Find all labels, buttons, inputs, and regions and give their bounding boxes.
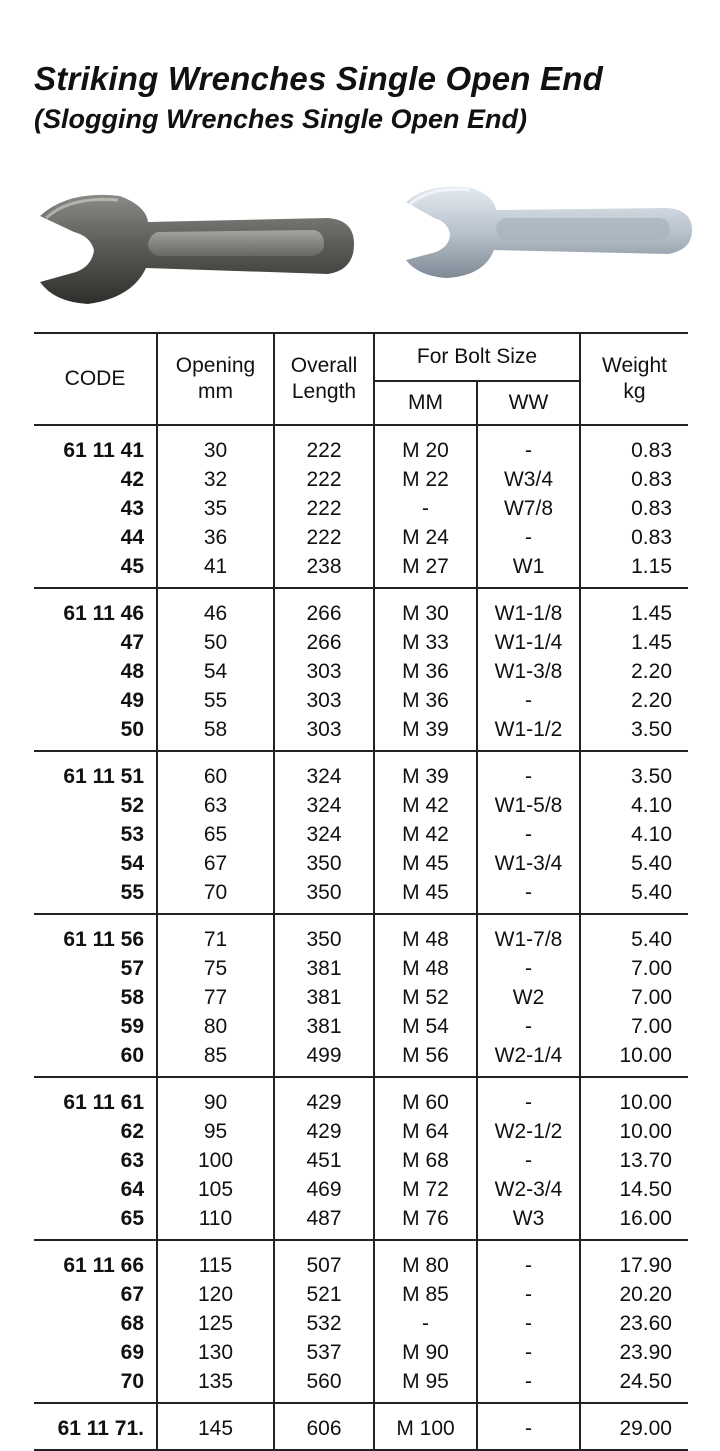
table-row <box>34 1117 688 1146</box>
length-cell: 381 <box>274 954 374 983</box>
weight-cell: 3.50 <box>631 718 672 741</box>
code-cell: 58 <box>34 983 157 1012</box>
weight-cell: 7.00 <box>631 986 672 1009</box>
opening-cell: 54 <box>157 657 274 686</box>
weight-cell: 4.10 <box>631 823 672 846</box>
table-row <box>34 954 688 983</box>
row-group <box>34 588 688 751</box>
bolt-ww-cell: W1-1/2 <box>477 715 580 751</box>
opening-cell: 50 <box>157 628 274 657</box>
bolt-mm-cell: M 68 <box>374 1146 477 1175</box>
weight-cell: 1.15 <box>631 555 672 578</box>
bolt-ww-cell: - <box>477 1403 580 1450</box>
code-cell: 50 <box>34 715 157 751</box>
bolt-ww-cell: - <box>477 751 580 791</box>
opening-cell: 95 <box>157 1117 274 1146</box>
code-cell: 60 <box>34 1041 157 1077</box>
table-row <box>34 686 688 715</box>
table-row <box>34 1280 688 1309</box>
length-cell: 324 <box>274 751 374 791</box>
bolt-mm-cell: M 39 <box>374 715 477 751</box>
opening-cell: 70 <box>157 878 274 914</box>
bolt-ww-cell: W1-7/8 <box>477 914 580 954</box>
row-group <box>34 1077 688 1240</box>
length-cell: 350 <box>274 849 374 878</box>
weight-cell: 29.00 <box>619 1417 672 1440</box>
code-cell: 49 <box>34 686 157 715</box>
table-row <box>34 849 688 878</box>
length-cell: 303 <box>274 686 374 715</box>
code-cell: 70 <box>34 1367 157 1403</box>
table-row <box>34 1175 688 1204</box>
bolt-mm-cell: M 54 <box>374 1012 477 1041</box>
weight-cell: 23.90 <box>619 1341 672 1364</box>
code-cell: 61 11 51 <box>34 751 157 791</box>
weight-cell: 7.00 <box>631 1015 672 1038</box>
code-cell: 52 <box>34 791 157 820</box>
bolt-mm-cell: M 76 <box>374 1204 477 1240</box>
code-cell: 63 <box>34 1146 157 1175</box>
opening-cell: 32 <box>157 465 274 494</box>
opening-cell: 75 <box>157 954 274 983</box>
bolt-ww-cell: - <box>477 523 580 552</box>
code-cell: 61 11 61 <box>34 1077 157 1117</box>
weight-cell: 0.83 <box>631 468 672 491</box>
bolt-mm-cell: M 90 <box>374 1338 477 1367</box>
opening-cell: 125 <box>157 1309 274 1338</box>
table-row <box>34 791 688 820</box>
header-bolt-size: For Bolt Size <box>374 333 580 381</box>
weight-cell: 17.90 <box>619 1254 672 1277</box>
code-cell: 61 11 71. <box>34 1403 157 1450</box>
length-cell: 324 <box>274 820 374 849</box>
header-weight: Weight kg <box>580 333 688 425</box>
opening-cell: 90 <box>157 1077 274 1117</box>
table-row <box>34 552 688 588</box>
bolt-mm-cell: M 85 <box>374 1280 477 1309</box>
header-mm: MM <box>374 381 477 425</box>
length-cell: 451 <box>274 1146 374 1175</box>
weight-cell: 14.50 <box>619 1178 672 1201</box>
weight-cell: 5.40 <box>631 881 672 904</box>
bolt-mm-cell: M 27 <box>374 552 477 588</box>
wrench-spec-table <box>34 332 688 1451</box>
header-code: CODE <box>34 333 157 425</box>
bolt-mm-cell: M 45 <box>374 878 477 914</box>
opening-cell: 63 <box>157 791 274 820</box>
bolt-mm-cell: M 42 <box>374 820 477 849</box>
bolt-ww-cell: - <box>477 1280 580 1309</box>
table-row <box>34 1338 688 1367</box>
bolt-mm-cell: M 100 <box>374 1403 477 1450</box>
bolt-ww-cell: - <box>477 425 580 465</box>
code-cell: 62 <box>34 1117 157 1146</box>
table-row <box>34 983 688 1012</box>
weight-cell: 1.45 <box>631 602 672 625</box>
page-title: Striking Wrenches Single Open End <box>34 60 603 97</box>
length-cell: 537 <box>274 1338 374 1367</box>
bolt-ww-cell: W1 <box>477 552 580 588</box>
code-cell: 61 11 66 <box>34 1240 157 1280</box>
bolt-ww-cell: - <box>477 1309 580 1338</box>
code-cell: 64 <box>34 1175 157 1204</box>
table-row <box>34 494 688 523</box>
opening-cell: 145 <box>157 1403 274 1450</box>
bolt-mm-cell: M 64 <box>374 1117 477 1146</box>
bolt-mm-cell: M 56 <box>374 1041 477 1077</box>
table-row <box>34 1146 688 1175</box>
weight-cell: 5.40 <box>631 928 672 951</box>
header-ww: WW <box>477 381 580 425</box>
opening-cell: 115 <box>157 1240 274 1280</box>
row-group <box>34 425 688 588</box>
weight-cell: 7.00 <box>631 957 672 980</box>
code-cell: 69 <box>34 1338 157 1367</box>
bolt-ww-cell: W1-1/4 <box>477 628 580 657</box>
length-cell: 487 <box>274 1204 374 1240</box>
bolt-ww-cell: - <box>477 820 580 849</box>
code-cell: 68 <box>34 1309 157 1338</box>
length-cell: 429 <box>274 1117 374 1146</box>
weight-cell: 5.40 <box>631 852 672 875</box>
bolt-mm-cell: M 24 <box>374 523 477 552</box>
length-cell: 222 <box>274 494 374 523</box>
weight-cell: 24.50 <box>619 1370 672 1393</box>
bolt-ww-cell: W2-3/4 <box>477 1175 580 1204</box>
length-cell: 222 <box>274 425 374 465</box>
length-cell: 266 <box>274 628 374 657</box>
table-row <box>34 1077 688 1117</box>
bolt-mm-cell: M 72 <box>374 1175 477 1204</box>
table-row <box>34 820 688 849</box>
length-cell: 381 <box>274 983 374 1012</box>
length-cell: 606 <box>274 1403 374 1450</box>
bolt-ww-cell: W2-1/2 <box>477 1117 580 1146</box>
opening-cell: 35 <box>157 494 274 523</box>
code-cell: 61 11 46 <box>34 588 157 628</box>
table-row <box>34 628 688 657</box>
table-row <box>34 751 688 791</box>
weight-cell: 20.20 <box>619 1283 672 1306</box>
code-cell: 61 11 56 <box>34 914 157 954</box>
code-cell: 45 <box>34 552 157 588</box>
table-header <box>34 333 688 425</box>
weight-cell: 23.60 <box>619 1312 672 1335</box>
table-row <box>34 1309 688 1338</box>
bolt-ww-cell: W1-3/8 <box>477 657 580 686</box>
row-group <box>34 1403 688 1450</box>
opening-cell: 65 <box>157 820 274 849</box>
table-row <box>34 657 688 686</box>
row-group <box>34 751 688 914</box>
light-wrench-image <box>398 178 698 288</box>
bolt-ww-cell: - <box>477 1077 580 1117</box>
code-cell: 57 <box>34 954 157 983</box>
bolt-ww-cell: W3/4 <box>477 465 580 494</box>
opening-cell: 36 <box>157 523 274 552</box>
opening-cell: 46 <box>157 588 274 628</box>
bolt-ww-cell: W2 <box>477 983 580 1012</box>
bolt-mm-cell: M 20 <box>374 425 477 465</box>
weight-cell: 2.20 <box>631 689 672 712</box>
length-cell: 507 <box>274 1240 374 1280</box>
row-group <box>34 914 688 1077</box>
opening-cell: 100 <box>157 1146 274 1175</box>
bolt-ww-cell: W7/8 <box>477 494 580 523</box>
bolt-mm-cell: - <box>374 494 477 523</box>
table-row <box>34 914 688 954</box>
bolt-ww-cell: W3 <box>477 1204 580 1240</box>
code-cell: 44 <box>34 523 157 552</box>
bolt-mm-cell: M 22 <box>374 465 477 494</box>
opening-cell: 120 <box>157 1280 274 1309</box>
bolt-ww-cell: - <box>477 1367 580 1403</box>
weight-cell: 3.50 <box>631 765 672 788</box>
code-cell: 67 <box>34 1280 157 1309</box>
bolt-mm-cell: M 36 <box>374 686 477 715</box>
bolt-ww-cell: - <box>477 1240 580 1280</box>
length-cell: 303 <box>274 657 374 686</box>
bolt-mm-cell: M 39 <box>374 751 477 791</box>
code-cell: 65 <box>34 1204 157 1240</box>
table-row <box>34 1367 688 1403</box>
table-row <box>34 588 688 628</box>
table-row <box>34 523 688 552</box>
opening-cell: 30 <box>157 425 274 465</box>
bolt-mm-cell: M 33 <box>374 628 477 657</box>
table-row <box>34 465 688 494</box>
bolt-mm-cell: M 80 <box>374 1240 477 1280</box>
table-row <box>34 878 688 914</box>
bolt-ww-cell: - <box>477 1338 580 1367</box>
code-cell: 59 <box>34 1012 157 1041</box>
bolt-ww-cell: W1-5/8 <box>477 791 580 820</box>
opening-cell: 110 <box>157 1204 274 1240</box>
opening-cell: 105 <box>157 1175 274 1204</box>
bolt-ww-cell: - <box>477 878 580 914</box>
length-cell: 266 <box>274 588 374 628</box>
bolt-mm-cell: M 45 <box>374 849 477 878</box>
code-cell: 55 <box>34 878 157 914</box>
bolt-ww-cell: - <box>477 1012 580 1041</box>
weight-cell: 0.83 <box>631 526 672 549</box>
length-cell: 350 <box>274 878 374 914</box>
table-row <box>34 1204 688 1240</box>
length-cell: 381 <box>274 1012 374 1041</box>
table-row <box>34 1240 688 1280</box>
length-cell: 429 <box>274 1077 374 1117</box>
opening-cell: 67 <box>157 849 274 878</box>
bolt-mm-cell: M 48 <box>374 954 477 983</box>
opening-cell: 60 <box>157 751 274 791</box>
header-opening: Opening mm <box>157 333 274 425</box>
weight-cell: 16.00 <box>619 1207 672 1230</box>
weight-cell: 1.45 <box>631 631 672 654</box>
opening-cell: 85 <box>157 1041 274 1077</box>
opening-cell: 130 <box>157 1338 274 1367</box>
code-cell: 47 <box>34 628 157 657</box>
length-cell: 238 <box>274 552 374 588</box>
opening-cell: 41 <box>157 552 274 588</box>
opening-cell: 77 <box>157 983 274 1012</box>
length-cell: 499 <box>274 1041 374 1077</box>
length-cell: 222 <box>274 523 374 552</box>
code-cell: 48 <box>34 657 157 686</box>
length-cell: 532 <box>274 1309 374 1338</box>
bolt-mm-cell: M 48 <box>374 914 477 954</box>
bolt-ww-cell: - <box>477 954 580 983</box>
row-group <box>34 1240 688 1403</box>
bolt-ww-cell: - <box>477 1146 580 1175</box>
bolt-ww-cell: W1-1/8 <box>477 588 580 628</box>
length-cell: 222 <box>274 465 374 494</box>
header-overall-length: Overall Length <box>274 333 374 425</box>
code-cell: 61 11 41 <box>34 425 157 465</box>
bolt-mm-cell: M 60 <box>374 1077 477 1117</box>
code-cell: 43 <box>34 494 157 523</box>
weight-cell: 0.83 <box>631 497 672 520</box>
weight-cell: 10.00 <box>619 1091 672 1114</box>
table-row <box>34 1041 688 1077</box>
dark-wrench-image <box>28 186 358 316</box>
page-subtitle: (Slogging Wrenches Single Open End) <box>34 104 528 134</box>
length-cell: 560 <box>274 1367 374 1403</box>
bolt-ww-cell: W1-3/4 <box>477 849 580 878</box>
code-cell: 53 <box>34 820 157 849</box>
weight-cell: 10.00 <box>619 1044 672 1067</box>
weight-cell: 2.20 <box>631 660 672 683</box>
table-row <box>34 425 688 465</box>
bolt-mm-cell: M 30 <box>374 588 477 628</box>
length-cell: 324 <box>274 791 374 820</box>
table-row <box>34 1012 688 1041</box>
code-cell: 54 <box>34 849 157 878</box>
length-cell: 521 <box>274 1280 374 1309</box>
length-cell: 350 <box>274 914 374 954</box>
weight-cell: 13.70 <box>619 1149 672 1172</box>
code-cell: 42 <box>34 465 157 494</box>
length-cell: 303 <box>274 715 374 751</box>
bolt-mm-cell: M 95 <box>374 1367 477 1403</box>
bolt-mm-cell: M 52 <box>374 983 477 1012</box>
length-cell: 469 <box>274 1175 374 1204</box>
weight-cell: 10.00 <box>619 1120 672 1143</box>
bolt-ww-cell: - <box>477 686 580 715</box>
opening-cell: 58 <box>157 715 274 751</box>
table-row <box>34 715 688 751</box>
opening-cell: 80 <box>157 1012 274 1041</box>
bolt-mm-cell: - <box>374 1309 477 1338</box>
bolt-mm-cell: M 36 <box>374 657 477 686</box>
table-row <box>34 1403 688 1450</box>
opening-cell: 135 <box>157 1367 274 1403</box>
weight-cell: 0.83 <box>631 439 672 462</box>
bolt-mm-cell: M 42 <box>374 791 477 820</box>
bolt-ww-cell: W2-1/4 <box>477 1041 580 1077</box>
opening-cell: 71 <box>157 914 274 954</box>
opening-cell: 55 <box>157 686 274 715</box>
weight-cell: 4.10 <box>631 794 672 817</box>
